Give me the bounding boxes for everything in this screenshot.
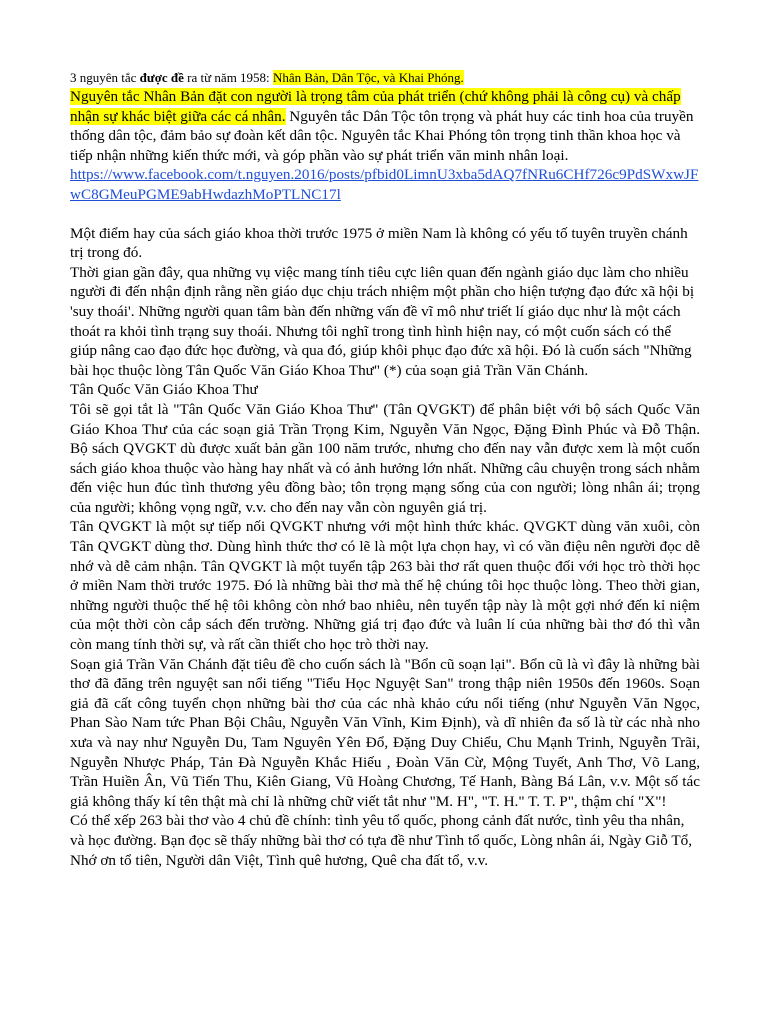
paragraph-5: Soạn giả Trần Văn Chánh đặt tiêu đề cho cuốn sách là "Bổn cũ soạn lại". Bổn cũ là vì đây là những bài thơ đã đăng trên nguyệt san nổi tiếng "Tiểu Học Nguyệt San" trong thập niên 1950s đến 1960s. Soạn giả đã cất công tuyển chọn những bài thơ của các nhà khảo cứu nổi tiếng (như Nguyễn Văn Ngọc, Phan Sào Nam tức Phan Bội Châu, Nguyễn Văn Vĩnh, Kim Định), và dĩ nhiên đa số là từ các nhà nho xưa và nay như Nguyễn Du, Tam Nguyên Yên Đổ, Đặng Duy Chiểu, Chu Mạnh Trinh, Nguyễn Trãi, Nguyễn Nhược Pháp, Tản Đà Nguyễn Khắc Hiếu , Đoàn Văn Cừ, Mộng Tuyết, Anh Thơ, Võ Lang, Trần Huiền Ân, Vũ Tiến Thu, Kiên Giang, Vũ Hoàng Chương, Tế Hanh, Bàng Bá Lân, v.v. Một số tác giả không thấy kí tên thật mà chỉ là những chữ viết tắt như "M. H", "T. H." T. T. P", thậm chí "X"! bbox=[70, 655, 700, 810]
document-page bbox=[70, 68, 700, 870]
principles-rest: Nguyên tắc Dân Tộc tôn trọng và phát huy các tinh hoa của truyền thống dân tộc, đảm bảo sự đoàn kết dân tộc. Nguyên tắc Khai Phóng tôn trọng tinh thần khoa học và tiếp nhận những kiến thức mới, và góp phần vào sự phát triển văn minh nhân loại. bbox=[70, 107, 694, 164]
paragraph-2: Thời gian gần đây, qua những vụ việc mang tính tiêu cực liên quan đến ngành giáo dục làm cho nhiều người đi đến nhận định rằng nền giáo dục chịu trách nhiệm một phần cho hiện tượng đạo đức xã hội bị 'suy thoái'. Những người quan tâm bàn đến những vấn đề vĩ mô như triết lí giáo dục như là một cách thoát ra khỏi tình trạng suy thoái. Nhưng tôi nghĩ trong tình hình hiện nay, có một cuốn sách có thể giúp nâng cao đạo đức học đường, và qua đó, giúp khôi phục đạo đức xã hội. Đó là cuốn sách "Những bài học thuộc lòng Tân Quốc Văn Giáo Khoa Thư" (*) của soạn giả Trần Văn Chánh. bbox=[70, 263, 695, 379]
paragraph-6: Có thể xếp 263 bài thơ vào 4 chủ đề chính: tình yêu tổ quốc, phong cảnh đất nước, tình yêu tha nhân, và học đường. Bạn đọc sẽ thấy những bài thơ có tựa đề như Tình tổ quốc, Lòng nhân ái, Ngày Giỗ Tổ, Nhớ ơn tổ tiên, Người dân Việt, Tình quê hương, Quê cha đất tổ, v.v. bbox=[70, 812, 693, 869]
blank-line bbox=[70, 205, 700, 224]
section-heading: Tân Quốc Văn Giáo Khoa Thư bbox=[70, 381, 258, 399]
paragraph-4: Tân QVGKT là một sự tiếp nối QVGKT nhưng với một hình thức khác. QVGKT dùng văn xuôi, còn Tân QVGKT dùng thơ. Dùng hình thức thơ có lẽ là một lựa chọn hay, vì có vần điệu nên người đọc dễ nhớ và dễ cảm nhận. Tân QVGKT là một tuyển tập 263 bài thơ rất quen thuộc đối với học trò thời học ở miền Nam thời trước 1975. Đó là những bài thơ mà thế hệ chúng tôi học thuộc lòng. Theo thời gian, những người thuộc thế hệ tôi không còn nhớ bao nhiêu, nên tuyển tập này là một gợi nhớ đến kỉ niệm của một thời còn cắp sách đến trường. Những giá trị đạo đức và luân lí của những bài thơ đó thì vẫn còn mang tính thời sự, và rất cần thiết cho học trò thời nay. bbox=[70, 518, 700, 654]
source-link-line bbox=[70, 165, 700, 204]
paragraph-3: Tôi sẽ gọi tắt là "Tân Quốc Văn Giáo Khoa Thư" (Tân QVGKT) để phân biệt với bộ sách Quốc Văn Giáo Khoa Thư của các soạn giả Trần Trọng Kim, Nguyễn Văn Ngọc, Đặng Đình Phúc và Đỗ Thận. Bộ sách QVGKT dù được xuất bản gần 100 năm trước, nhưng cho đến nay vẫn được xem là một cuốn sách giáo khoa thuộc vào hàng hay nhất và có ảnh hưởng lớn nhất. Những câu chuyện trong sách nhằm đến việc hun đúc tình thương yêu đồng bào; tôn trọng mạng sống của con người; lòng nhân ái; trọng của người; không vọng ngữ, v.v. cho đến nay vẫn còn nguyên giá trị. bbox=[70, 400, 700, 516]
intro-bold: được đề bbox=[139, 70, 184, 85]
facebook-post-link[interactable]: https://www.facebook.com/t.nguyen.2016/posts/pfbid0LimnU3xba5dAQ7fNRu6CHf726c9PdSWxwJFwC8GMeuPGME9abHwdazhMoPTLNC17l bbox=[70, 166, 699, 203]
highlighted-sentence: Nguyên tắc Nhân Bản đặt con người là trọng tâm của phát triển (chứ không phải là công cụ) và chấp nhận sự khác biệt giữa các cá nhân. bbox=[70, 88, 681, 125]
intro-principles-highlight: Nhân Bản, Dân Tộc, và Khai Phóng. bbox=[272, 70, 464, 85]
paragraph-1: Một điểm hay của sách giáo khoa thời trước 1975 ở miền Nam là không có yếu tố tuyên truyền chánh trị trong đó. bbox=[70, 224, 688, 262]
intro-line bbox=[70, 68, 700, 87]
intro-middle: ra từ năm 1958: bbox=[183, 70, 273, 85]
intro-prefix: 3 nguyên tắc bbox=[70, 70, 140, 85]
principles-paragraph bbox=[70, 87, 700, 165]
